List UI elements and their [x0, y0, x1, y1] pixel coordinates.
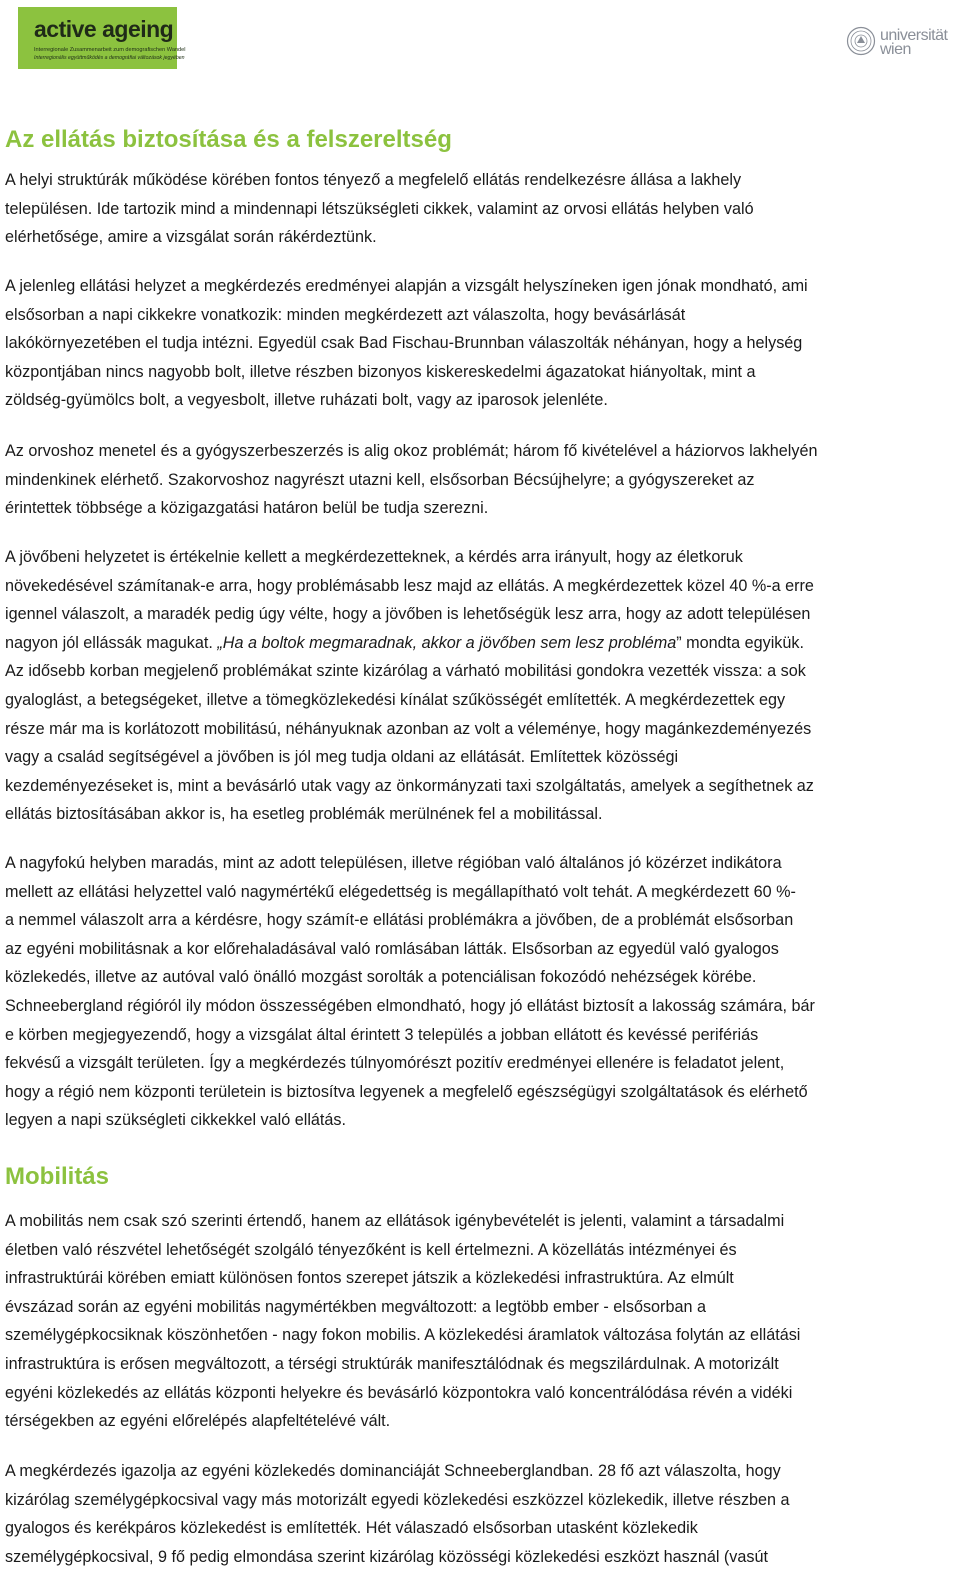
- text-line: személygépkocsiknak köszönhetően - nagy fokon mobilis. A közlekedési áramlatok változása folytán az ellátási: [5, 1326, 801, 1345]
- quote-suffix: ” mondta egyikük.: [676, 633, 804, 652]
- paragraph-s1-p1: [5, 166, 943, 252]
- text-line: kezdeményezéseket is, mint a bevásárló utak vagy az önkormányzati taxi szolgáltatás, amelyek a segíthetnek az: [5, 776, 814, 795]
- text-line: infrastruktúrái körében emiatt különösen fontos szerepet játszik a közlekedési infrastruktúra. Az elmúlt: [5, 1269, 734, 1288]
- text-line: mindenkinek elérhető. Szakorvoshoz nagyrészt utazni kell, elsősorban Bécsújhelyre; a gyógyszereket az: [5, 470, 755, 489]
- text-line: mellett az ellátási helyzettel való nagymértékű elégedettség is megállapítható volt tehát. A megkérdezett 60 %-: [5, 882, 796, 901]
- text-line: elsősorban a napi cikkekre vonatkozik: minden megkérdezett azt válaszolta, hogy bevásárlását: [5, 305, 686, 324]
- text-line: legyen a napi szükségleti cikkekkel való ellátás.: [5, 1111, 347, 1130]
- logo-title: active ageing: [34, 16, 174, 42]
- paragraph-s1-p5: [5, 849, 943, 1135]
- text-line: évszázad során az egyéni mobilitás nagymértékben megváltozott: a legtöbb ember - elsősorban a: [5, 1297, 706, 1316]
- text-line: Az orvoshoz menetel és a gyógyszerbeszerzés is alig okoz problémát; három fő kivételével a háziorvos lakhelyén: [5, 442, 818, 460]
- section-heading-ellatas: Az ellátás biztosítása és a felszereltség: [5, 126, 452, 153]
- text-line: ellátás biztosításában akkor is, ha esetleg problémák merülnének fel a mobilitással.: [5, 805, 603, 824]
- text-line: a nemmel válaszolt arra a kérdésre, hogy számít-e ellátási problémákra a jövőben, de a problémát elsősorban: [5, 911, 794, 930]
- text-line: érintettek többsége a közigazgatási határon belül be tudja szerezni.: [5, 499, 489, 518]
- text-line: hogy a régió nem központi területein is biztosítva legyenek a megfelelő egészségügyi szolgáltatások és elérhető: [5, 1082, 808, 1101]
- text-line: fekvésű a vizsgált területen. Így a megkérdezés túlnyomórészt pozitív eredményei ellenére is feladatot jelent,: [5, 1054, 785, 1073]
- text-line: e körben megjegyezendő, hogy a vizsgálat által érintett 3 település a jobban ellátott és kevéssé perifériás: [5, 1025, 759, 1044]
- text-line: A jövőbeni helyzetet is értékelnie kellett a megkérdezetteknek, a kérdés arra irányult, hogy az életkoruk: [5, 548, 743, 566]
- quote-text: „Ha a boltok megmaradnak, akkor a jövőben sem lesz probléma: [217, 633, 677, 652]
- text-line: része már ma is korlátozott mobilitású, néhányuknak azonban az volt a véleménye, hogy magánkezdeményezés: [5, 719, 812, 738]
- text-line: növekedésével számítanak-e arra, hogy problémásabb lesz majd az ellátás. A megkérdezettek közel 40 %-a erre: [5, 576, 814, 595]
- text-line: A megkérdezés igazolja az egyéni közlekedés dominanciáját Schneeberglandban. 28 fő azt válaszolta, hogy: [5, 1462, 781, 1480]
- text-line: gyaloglást, a betegségeket, illetve a tömegközlekedési kínálat szűkösségét említették. A megkérdezettek egy: [5, 690, 786, 709]
- paragraph-s2-p2: [5, 1457, 943, 1571]
- quote-prefix: nagyon jól ellássák magukat.: [5, 633, 218, 652]
- paragraph-s1-p4: [5, 543, 943, 829]
- text-line: lakókörnyezetében el tudja intézni. Egyedül csak Bad Fischau-Brunnban válaszolták néhányan, hogy a helység: [5, 334, 803, 353]
- text-line: közlekedés, illetve az autóval való önálló mozgást sorolták a potenciálisan fokozódó nehézségek körébe.: [5, 968, 757, 987]
- paragraph-s1-p3: [5, 437, 943, 523]
- text-line: egyéni közlekedés az ellátás központi helyekre és bevásárló központokra való koncentrálódása révén a vidéki: [5, 1383, 793, 1402]
- text-line: A mobilitás nem csak szó szerinti értendő, hanem az ellátások igénybevételét is jelenti, valamint a társadalmi: [5, 1212, 785, 1230]
- text-line: A jelenleg ellátási helyzet a megkérdezés eredményei alapján a vizsgált helyszíneken igen jónak mondható, ami: [5, 277, 808, 295]
- text-line: vagy a család segítségével a jövőben is jól meg tudja oldani az ellátását. Említettek közösségi: [5, 748, 679, 767]
- logo-subtitle-de: Interregionale Zusammenarbeit zum demografischen Wandel: [34, 47, 186, 53]
- text-line: térségekben az egyéni előrelépés alapfeltételévé vált.: [5, 1412, 391, 1431]
- text-line: Az idősebb korban megjelenő problémákat szinte kizárólag a várható mobilitási gondokra vezették vissza: a sok: [5, 662, 806, 681]
- text-line: személygépkocsival, 9 fő pedig elmondása szerint kizárólag közösségi közlekedési eszközt használ (vasút: [5, 1547, 768, 1566]
- active-ageing-logo: [18, 7, 186, 69]
- university-seal-icon: [846, 26, 876, 56]
- text-line: gyalogos és kerékpáros közlekedést is említették. Hét válaszadó elsősorban utasként közlekedik: [5, 1519, 698, 1538]
- text-line: településen. Ide tartozik mind a mindennapi létszükségleti cikkek, valamint az orvosi ellátás helyben való: [5, 199, 754, 218]
- logo-word-universitat: universität: [880, 27, 948, 44]
- section-heading-mobilitas: Mobilitás: [5, 1163, 110, 1190]
- page-header: [0, 0, 960, 90]
- paragraph-s2-p1: [5, 1207, 943, 1436]
- text-line: kizárólag személygépkocsival vagy más motorizált egyedi közlekedési eszközzel közlekedik, illetve részben a: [5, 1490, 790, 1509]
- text-line: infrastruktúra is erősen megváltozott, a térségi struktúrák manifesztálódnak és megszilárdulnak. A motorizált: [5, 1354, 779, 1373]
- logo-subtitle-hu: Interregionális együttműködés a demográfiai változások jegyében: [34, 55, 185, 61]
- text-line: zöldség-gyümölcs bolt, a vegyesbolt, illetve ruházati bolt, vagy az iparosok jelenléte.: [5, 391, 608, 410]
- text-line: igennel válaszolt, a maradék pedig úgy vélte, hogy a jövőben is lehetőségük lesz arra, hogy az adott településen: [5, 605, 811, 624]
- text-line: elérhetősége, amire a vizsgálat során rákérdeztünk.: [5, 228, 377, 247]
- quote-line: [5, 629, 943, 658]
- text-line: Schneebergland régióról ily módon összességében elmondható, hogy jó ellátást biztosít a lakosság számára, bár: [5, 996, 815, 1015]
- text-line: központjában nincs nagyobb bolt, illetve részben bizonyos kiskereskedelmi ágazatokat hiányoltak, mint a: [5, 362, 756, 381]
- text-line: az egyéni mobilitásnak a kor előrehaladásával való romlásában látták. Elsősorban az egyedül való gyalogos: [5, 939, 779, 958]
- text-line: életben való részvétel lehetőségét szolgáló tényezőként is kell értelmezni. A közellátás intézményei és: [5, 1240, 737, 1259]
- text-line: A helyi struktúrák működése körében fontos tényező a megfelelő ellátás rendelkezésre állása a lakhely: [5, 171, 742, 189]
- universitat-wien-logo: [846, 26, 954, 60]
- logo-word-wien: wien: [880, 41, 911, 58]
- paragraph-s1-p2: [5, 272, 943, 415]
- text-line: A nagyfokú helyben maradás, mint az adott településen, illetve régióban való általános jó közérzet indikátora: [5, 854, 782, 872]
